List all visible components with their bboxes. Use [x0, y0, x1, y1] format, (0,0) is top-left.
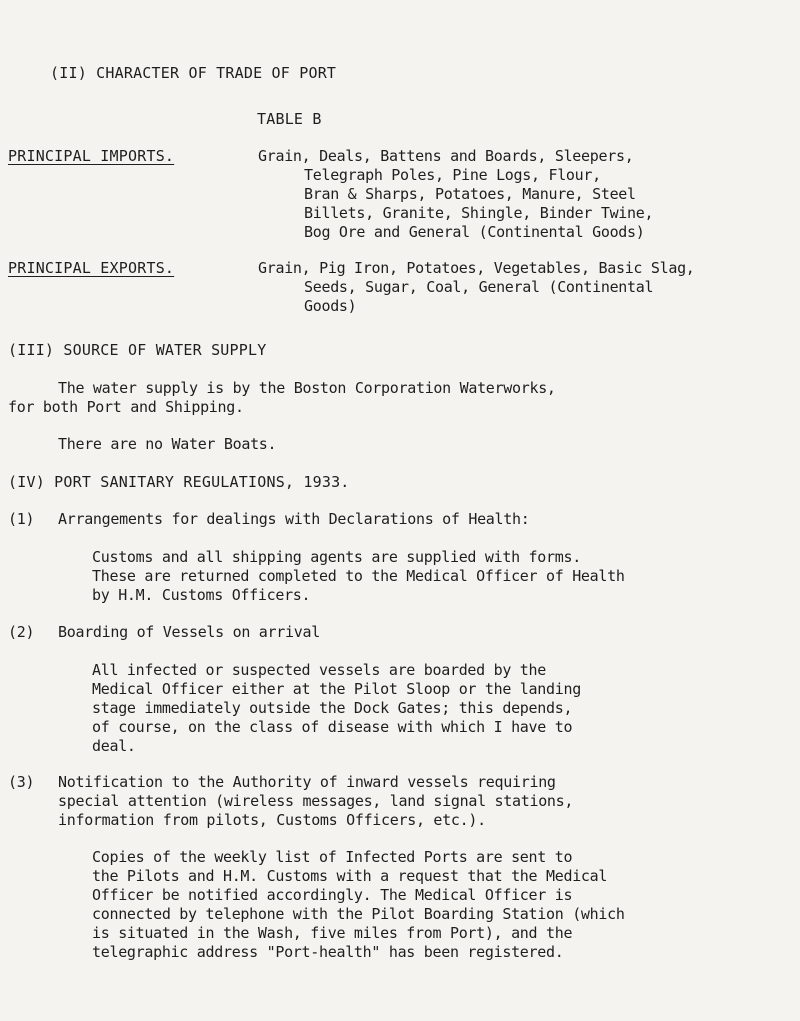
paragraph-line: for both Port and Shipping. [8, 398, 244, 416]
item-line: the Pilots and H.M. Customs with a request that the Medical [92, 867, 608, 885]
item-number: (3) [8, 773, 35, 791]
item-line: Customs and all shipping agents are supplied with forms. [92, 548, 581, 566]
item-line: All infected or suspected vessels are boarded by the [92, 661, 547, 679]
item-line: Medical Officer either at the Pilot Sloop or the landing [92, 680, 581, 698]
item-title: Boarding of Vessels on arrival [58, 623, 320, 641]
paragraph-line: The water supply is by the Boston Corporation Waterworks, [58, 379, 556, 397]
item-number: (1) [8, 510, 35, 528]
item-line: connected by telephone with the Pilot Boarding Station (which [92, 905, 625, 923]
item-line: These are returned completed to the Medical Officer of Health [92, 567, 625, 585]
section-heading-regulations: (IV) PORT SANITARY REGULATIONS, 1933. [8, 473, 350, 491]
imports-line: Bog Ore and General (Continental Goods) [304, 223, 645, 241]
item-number: (2) [8, 623, 35, 641]
exports-line: Goods) [304, 297, 357, 315]
item-line: by H.M. Customs Officers. [92, 586, 311, 604]
imports-line: Bran & Sharps, Potatoes, Manure, Steel [304, 185, 636, 203]
item-line: telegraphic address "Port-health" has been registered. [92, 943, 564, 961]
imports-line: Grain, Deals, Battens and Boards, Sleepers, [258, 147, 634, 165]
item-line: Officer be notified accordingly. The Medical Officer is [92, 886, 573, 904]
exports-line: Grain, Pig Iron, Potatoes, Vegetables, Basic Slag, [258, 259, 695, 277]
section-heading-trade: (II) CHARACTER OF TRADE OF PORT [50, 64, 337, 82]
item-title-line: special attention (wireless messages, land signal stations, [58, 792, 574, 810]
item-title: Arrangements for dealings with Declarations of Health: [58, 510, 530, 528]
item-line: of course, on the class of disease with which I have to [92, 718, 573, 736]
item-line: stage immediately outside the Dock Gates; this depends, [92, 699, 573, 717]
item-title-line: information from pilots, Customs Officers, etc.). [58, 811, 486, 829]
section-heading-water: (III) SOURCE OF WATER SUPPLY [8, 341, 267, 359]
paragraph-line: There are no Water Boats. [58, 435, 277, 453]
item-line: Copies of the weekly list of Infected Ports are sent to [92, 848, 573, 866]
exports-label: PRINCIPAL EXPORTS. [8, 259, 175, 277]
imports-line: Billets, Granite, Shingle, Binder Twine, [304, 204, 654, 222]
imports-label: PRINCIPAL IMPORTS. [8, 147, 175, 165]
item-line: deal. [92, 737, 136, 755]
exports-line: Seeds, Sugar, Coal, General (Continental [304, 278, 654, 296]
item-line: is situated in the Wash, five miles from Port), and the [92, 924, 573, 942]
item-title-line: Notification to the Authority of inward vessels requiring [58, 773, 556, 791]
table-label: TABLE B [257, 110, 322, 128]
imports-line: Telegraph Poles, Pine Logs, Flour, [304, 166, 601, 184]
